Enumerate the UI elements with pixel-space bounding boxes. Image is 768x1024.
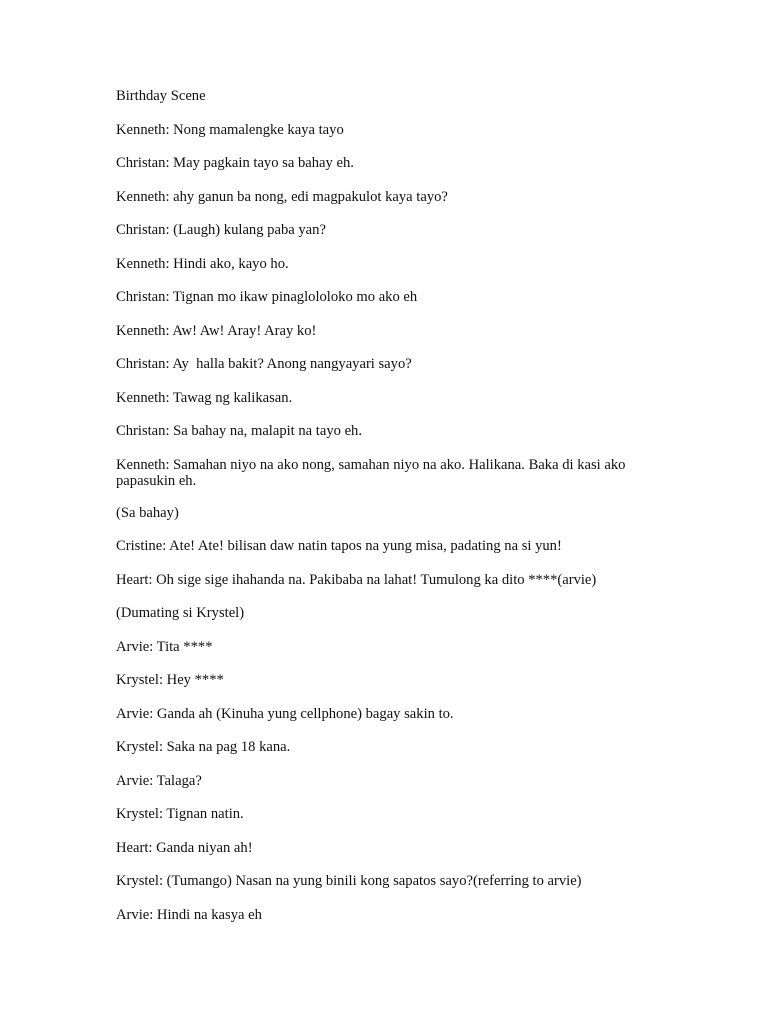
script-title: Birthday Scene (116, 88, 206, 104)
script-line: Cristine: Ate! Ate! bilisan daw natin tapos na yung misa, padating na si yun! (116, 538, 562, 554)
stage-direction: (Sa bahay) (116, 504, 179, 521)
script-line: Krystel: Hey **** (116, 672, 224, 688)
script-line: Kenneth: ahy ganun ba nong, edi magpakulot kaya tayo? (116, 188, 448, 205)
script-line: Arvie: Tita **** (116, 638, 213, 655)
script-line: Kenneth: Aw! Aw! Aray! Aray ko! (116, 322, 317, 339)
script-line: Christan: (Laugh) kulang paba yan? (116, 222, 326, 238)
script-body (116, 88, 646, 940)
script-line: Christan: Ay halla bakit? Anong nangyayari sayo? (116, 356, 412, 372)
script-line: Kenneth: Tawag ng kalikasan. (116, 389, 293, 406)
script-line: Heart: Ganda niyan ah! (116, 839, 253, 856)
script-line: Kenneth: Hindi ako, kayo ho. (116, 255, 289, 272)
script-line: Heart: Oh sige sige ihahanda na. Pakibaba na lahat! Tumulong ka dito ****(arvie) (116, 571, 597, 588)
script-line: Christan: May pagkain tayo sa bahay eh. (116, 155, 354, 171)
script-line: Krystel: (Tumango) Nasan na yung binili kong sapatos sayo?(referring to arvie) (116, 873, 582, 889)
script-line: Krystel: Tignan natin. (116, 806, 244, 822)
script-line: Krystel: Saka na pag 18 kana. (116, 739, 291, 755)
script-line: Arvie: Hindi na kasya eh (116, 906, 262, 923)
script-line: Arvie: Talaga? (116, 772, 202, 789)
script-line: Christan: Tignan mo ikaw pinaglololoko mo ako eh (116, 289, 418, 305)
stage-direction: (Dumating si Krystel) (116, 605, 245, 621)
script-line: Kenneth: Samahan niyo na ako nong, samahan niyo na ako. Halikana. Baka di kasi ako papasukin eh. (116, 456, 630, 489)
script-line: Christan: Sa bahay na, malapit na tayo eh. (116, 423, 362, 439)
script-line: Kenneth: Nong mamalengke kaya tayo (116, 121, 344, 138)
script-line: Arvie: Ganda ah (Kinuha yung cellphone) bagay sakin to. (116, 705, 454, 722)
